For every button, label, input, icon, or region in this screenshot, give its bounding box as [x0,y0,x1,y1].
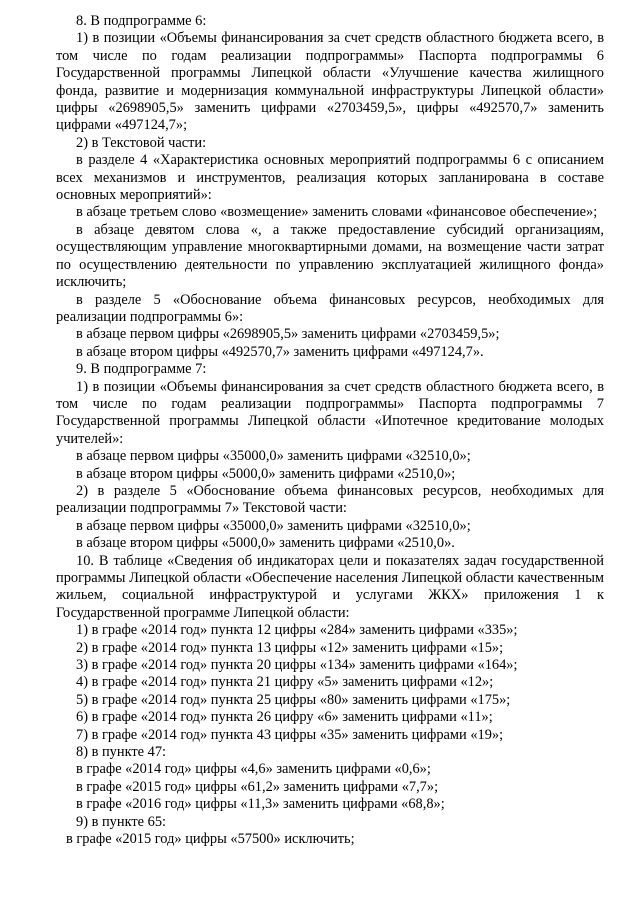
paragraph: 7) в графе «2014 год» пункта 43 цифры «35» заменить цифрами «19»; [76,726,504,743]
paragraph: в абзаце втором цифры «492570,7» заменить цифрами «497124,7». [76,343,484,360]
paragraph: 9) в пункте 65: [76,813,167,830]
paragraph: 8) в пункте 47: [76,744,167,761]
paragraph: в графе «2015 год» цифры «61,2» заменить цифрами «7,7»; [76,778,439,795]
paragraph: в графе «2016 год» цифры «11,3» заменить цифрами «68,8»; [76,796,445,813]
paragraph: 4) в графе «2014 год» пункта 21 цифру «5» заменить цифрами «12»; [76,674,494,691]
paragraph: 10. В таблице «Сведения об индикаторах цели и показателях задач государственной программы Липецкой области «Обеспечение населения Липецкой области качественным жильем, социальной инфраструктурой и услугами ЖКХ» приложения 1 к Государственной программе Липецкой области: [56,552,604,621]
paragraph: в абзаце девятом слова «, а также предоставление субсидий организациям, осуществляющим управление многоквартирными домами, на возмещение части затрат по осуществлению деятельности по управлению эксплуатацией жилищного фонда» исключить; [56,221,604,291]
paragraph: 1) в позиции «Объемы финансирования за счет средств областного бюджета всего, в том числе по годам реализации подпрограммы» Паспорта подпрограммы 7 Государственной программы Липецкой области «Ипотечное кредитование молодых учителей»: [56,378,604,447]
paragraph: 2) в графе «2014 год» пункта 13 цифры «12» заменить цифрами «15»; [76,639,504,656]
paragraph: 9. В подпрограмме 7: [76,361,207,378]
paragraph: в разделе 5 «Обоснование объема финансовых ресурсов, необходимых для реализации подпрограммы 6»: [56,291,604,325]
paragraph: в абзаце втором цифры «5000,0» заменить цифрами «2510,0»; [76,465,456,482]
paragraph: в абзаце первом цифры «35000,0» заменить цифрами «32510,0»; [76,517,471,534]
paragraph: 2) в Текстовой части: [76,134,207,151]
paragraph: в абзаце втором цифры «5000,0» заменить цифрами «2510,0». [76,535,455,552]
paragraph: 1) в графе «2014 год» пункта 12 цифры «284» заменить цифрами «335»; [76,622,518,639]
paragraph: в абзаце первом цифры «35000,0» заменить цифрами «32510,0»; [76,448,471,465]
paragraph: 3) в графе «2014 год» пункта 20 цифры «134» заменить цифрами «164»; [76,657,518,674]
paragraph: в разделе 4 «Характеристика основных мероприятий подпрограммы 6 с описанием всех механизмов и инструментов, реализация которых запланирована в составе основных мероприятий»: [56,152,604,204]
paragraph: 2) в разделе 5 «Обоснование объема финансовых ресурсов, необходимых для реализации подпрограммы 7» Текстовой части: [56,482,604,517]
paragraph: 5) в графе «2014 год» пункта 25 цифры «80» заменить цифрами «175»; [76,691,511,708]
paragraph: в абзаце первом цифры «2698905,5» заменить цифрами «2703459,5»; [76,326,500,343]
paragraph: в графе «2014 год» цифры «4,6» заменить цифрами «0,6»; [76,761,431,778]
paragraph: 1) в позиции «Объемы финансирования за счет средств областного бюджета всего, в том числе по годам реализации подпрограммы» Паспорта подпрограммы 6 Государственной программы Липецкой области «Улучшение качества жилищного фонда, развитие и модернизация коммунальной инфраструктуры Липецкой области» цифры «2698905,5» заменить цифрами «2703459,5», цифры «492570,7» заменить цифрами «497124,7»; [56,30,604,134]
paragraph: 6) в графе «2014 год» пункта 26 цифру «6» заменить цифрами «11»; [76,709,493,726]
paragraph: в графе «2015 год» цифры «57500» исключить; [66,831,355,848]
paragraph: в абзаце третьем слово «возмещение» заменить словами «финансовое обеспечение»; [76,204,598,221]
paragraph: 8. В подпрограмме 6: [76,13,207,29]
